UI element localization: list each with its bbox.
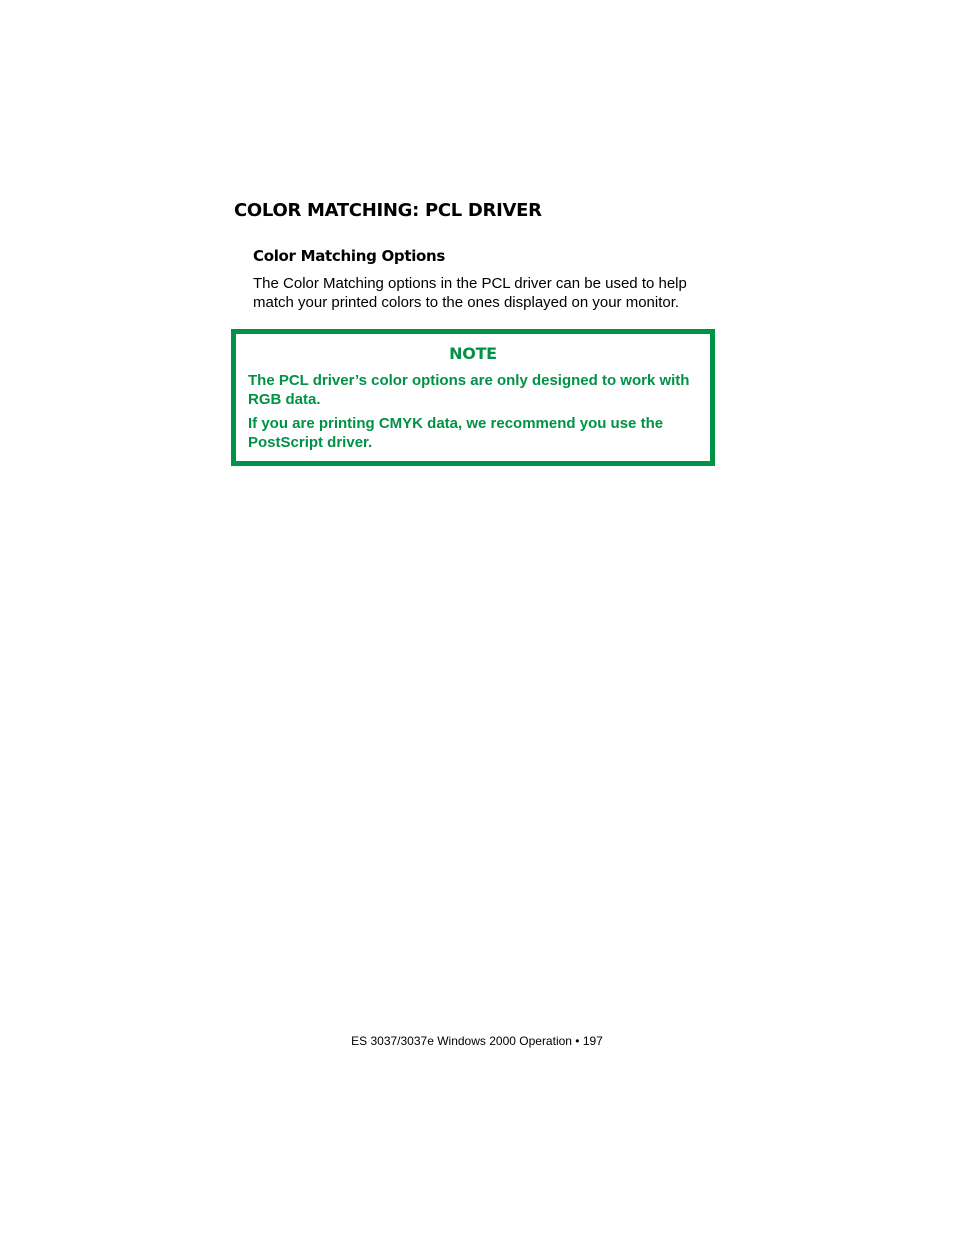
note-box: [231, 329, 715, 466]
note-paragraph-2: If you are printing CMYK data, we recommend you use the PostScript driver.: [248, 415, 664, 451]
note-heading: NOTE: [449, 344, 497, 363]
page-footer: ES 3037/3037e Windows 2000 Operation • 197: [351, 1034, 603, 1048]
body-paragraph: The Color Matching options in the PCL driver can be used to help match your printed colors to the ones displayed on your monitor.: [253, 275, 687, 311]
section-title: COLOR MATCHING: PCL DRIVER: [234, 200, 542, 221]
subsection-title: Color Matching Options: [253, 247, 446, 265]
note-paragraph-1: The PCL driver’s color options are only designed to work with RGB data.: [248, 372, 690, 408]
